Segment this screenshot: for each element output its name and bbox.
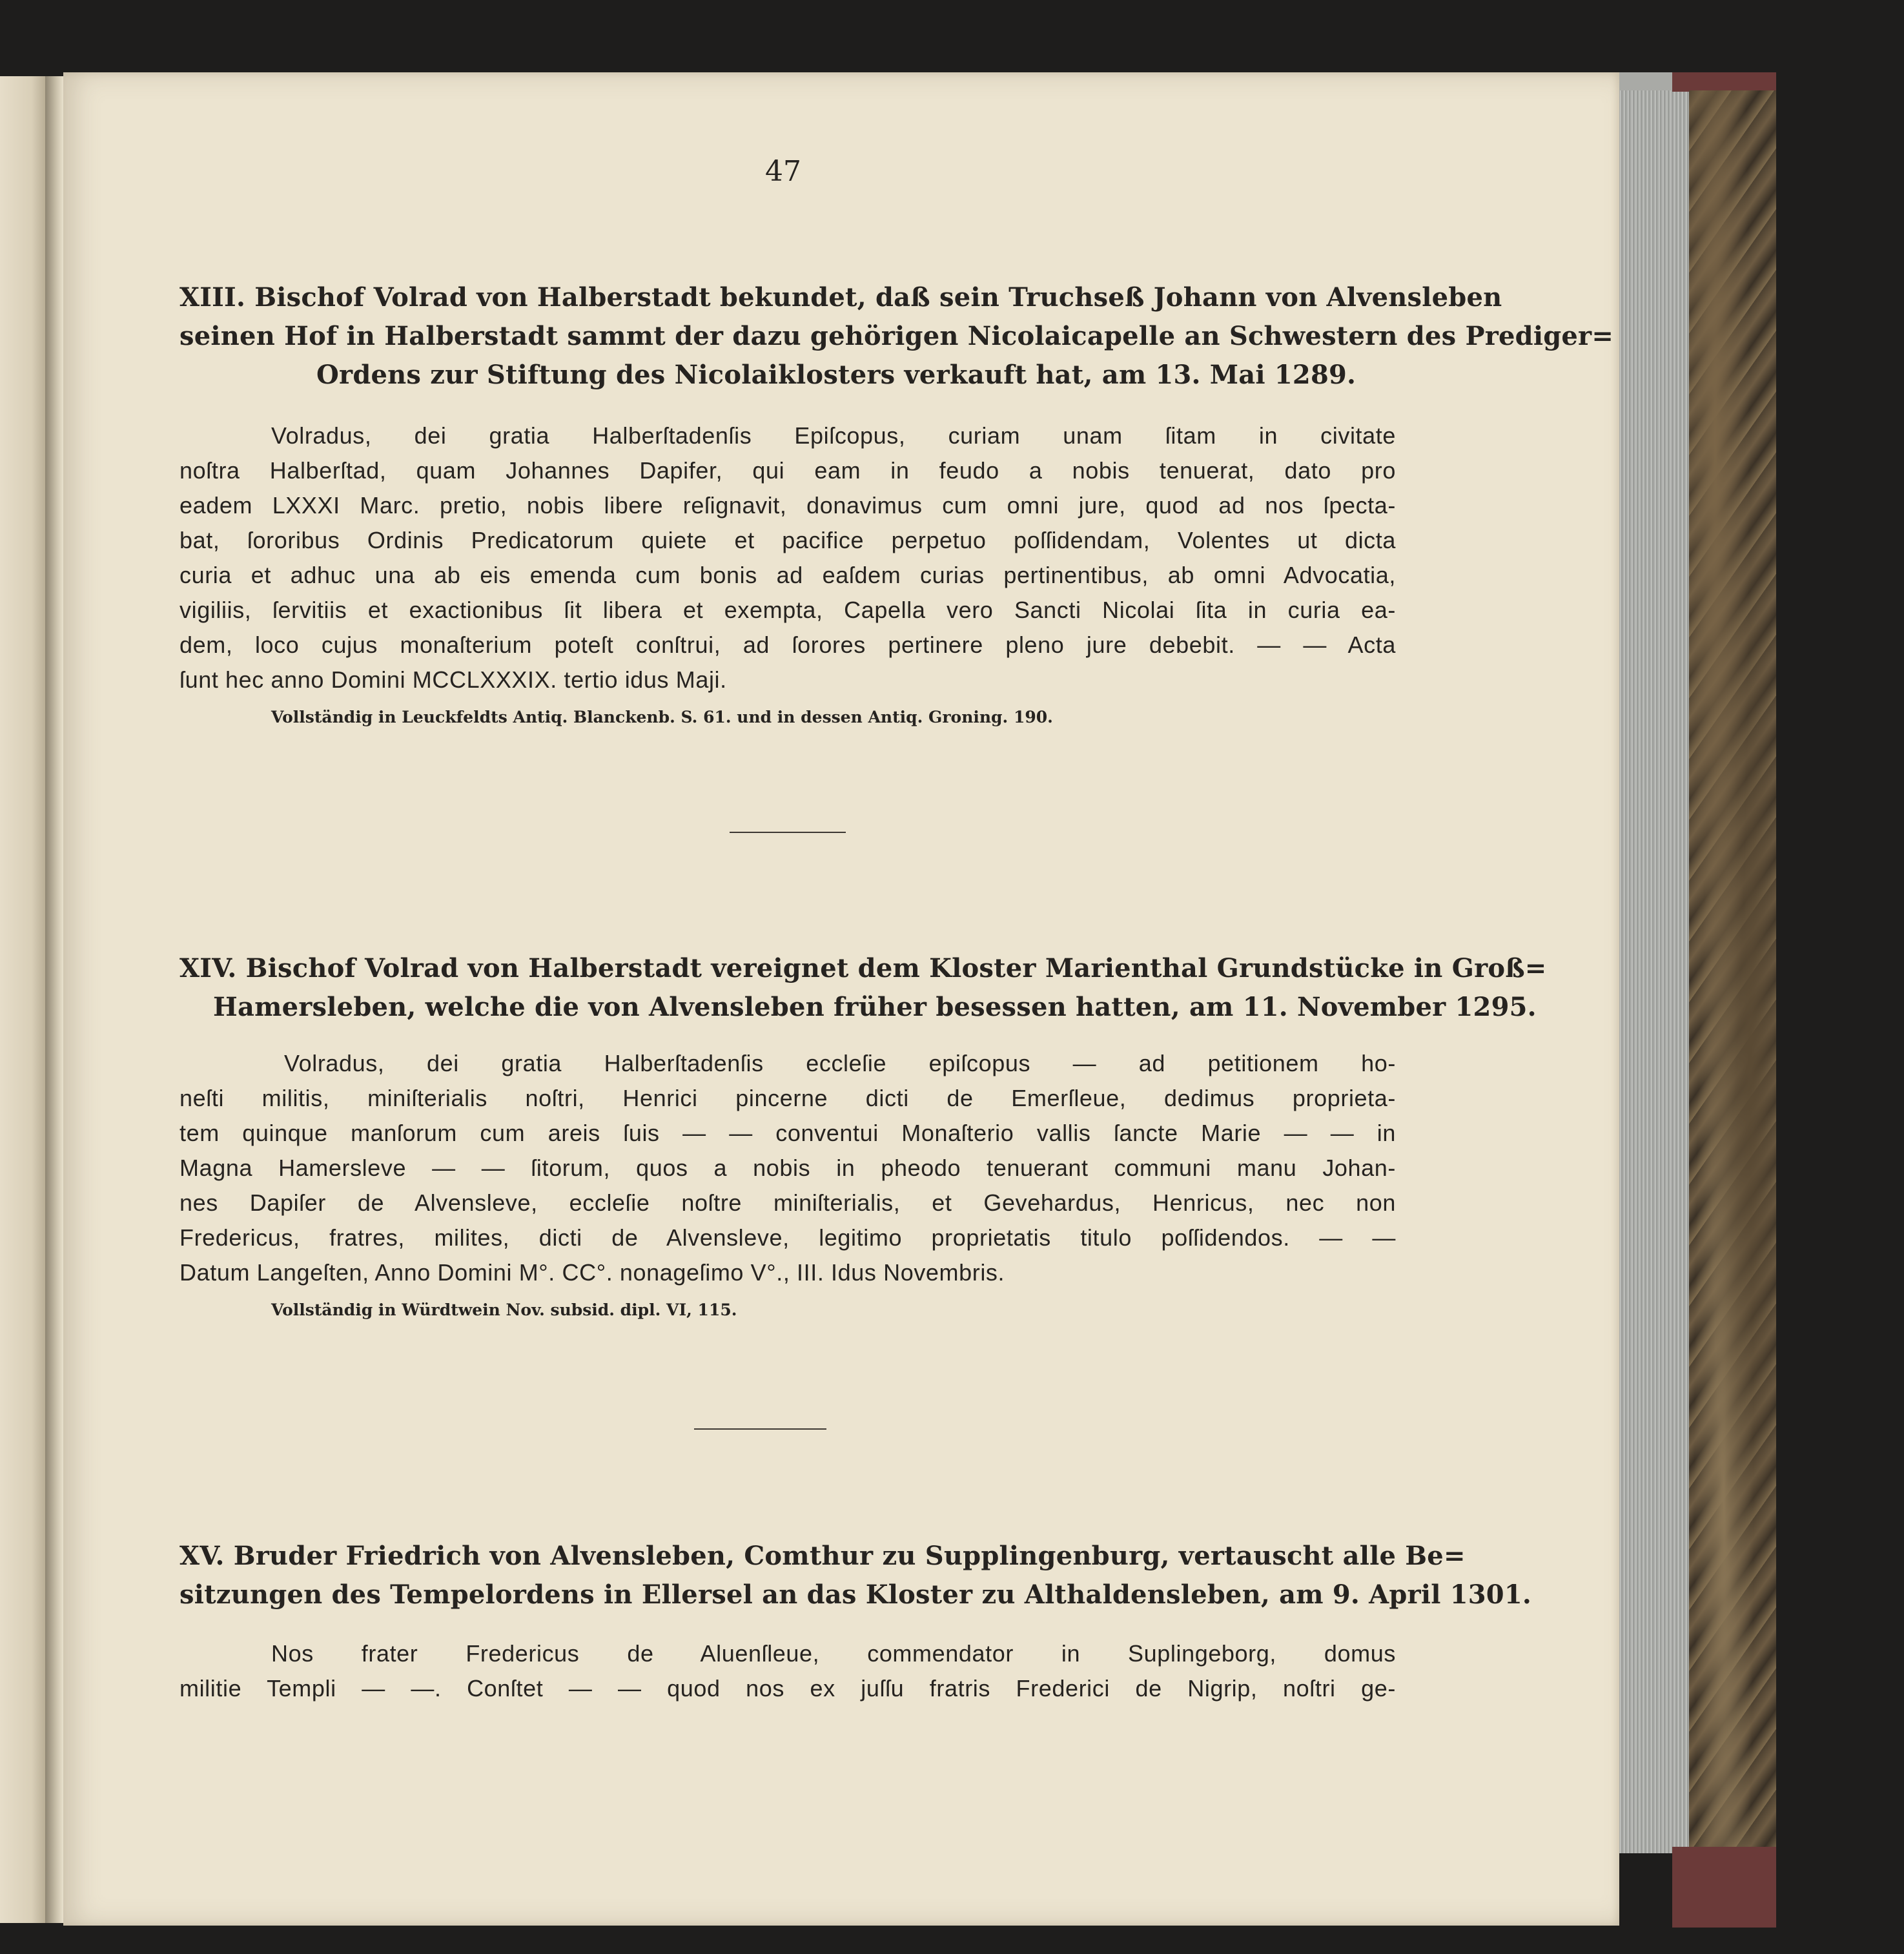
section-divider xyxy=(730,832,846,833)
page-number: 47 xyxy=(765,155,801,188)
body-line: Fredericus, fratres, milites, dicti de Alvensleve, legitimo proprietatis titulo poſſidendos. — — xyxy=(179,1224,1396,1251)
book-gutter xyxy=(45,76,63,1923)
marbled-cover xyxy=(1689,90,1776,1847)
body-line: vigiliis, ſervitiis et exactionibus ſit libera et exempta, Capella vero Sancti Nicolai ſita in curia ea- xyxy=(179,597,1396,623)
body-line: Nos frater Fredericus de Aluenſleue, commendator in Suplingeborg, domus xyxy=(271,1640,1396,1667)
leather-corner-top xyxy=(1672,72,1776,92)
body-line: militie Templi — —. Conſtet — — quod nos ex juſſu fratris Frederici de Nigrip, noſtri ge- xyxy=(179,1675,1396,1702)
section-heading-line: seinen Hof in Halberstadt sammt der dazu gehörigen Nicolaicapelle an Schwestern des Prediger= xyxy=(179,321,1614,351)
body-line: neſti militis, miniſterialis noſtri, Henrici pincerne dicti de Emerſleue, dedimus proprieta- xyxy=(179,1085,1396,1111)
page-block-edges xyxy=(1619,90,1689,1853)
body-line: noſtra Halberſtad, quam Johannes Dapifer, qui eam in feudo a nobis tenuerat, dato pro xyxy=(179,457,1396,484)
body-line: nes Dapiſer de Alvensleve, eccleſie noſtre miniſterialis, et Gevehardus, Henricus, nec non xyxy=(179,1189,1396,1216)
body-line: eadem LXXXI Marc. pretio, nobis libere reſignavit, donavimus cum omni jure, quod ad nos ſpecta- xyxy=(179,492,1396,519)
body-line: Volradus, dei gratia Halberſtadenſis Epiſcopus, curiam unam ſitam in civitate xyxy=(271,422,1396,449)
body-line: dem, loco cujus monaſterium poteſt conſtrui, ad ſorores pertinere pleno jure debebit. — — Acta xyxy=(179,632,1396,658)
section-heading-line: Hamersleben, welche die von Alvensleben früher besessen hatten, am 11. November 1295. xyxy=(213,992,1537,1022)
body-line: Magna Hamersleve — — ſitorum, quos a nobis in pheodo tenuerant communi manu Johan- xyxy=(179,1155,1396,1181)
body-line: tem quinque manſorum cum areis ſuis — — conventui Monaſterio vallis ſancte Marie — — in xyxy=(179,1120,1396,1146)
body-line: ſunt hec anno Domini MCCLXXXIX. tertio idus Maji. xyxy=(179,666,727,693)
section-divider xyxy=(694,1428,826,1430)
facing-page-edge xyxy=(0,76,45,1923)
section-heading-line: XIII. Bischof Volrad von Halberstadt bekundet, daß sein Truchseß Johann von Alvensleben xyxy=(179,282,1502,313)
body-line: Volradus, dei gratia Halberſtadenſis eccleſie epiſcopus — ad petitionem ho- xyxy=(284,1050,1396,1076)
body-line: curia et adhuc una ab eis emenda cum bonis ad eaſdem curias pertinentibus, ab omni Advocatia, xyxy=(179,562,1396,588)
section-heading-line: sitzungen des Tempelordens in Ellersel an das Kloster zu Althaldensleben, am 9. April 1301. xyxy=(179,1579,1532,1610)
source-reference: Vollständig in Leuckfeldts Antiq. Blanckenb. S. 61. und in dessen Antiq. Groning. 190. xyxy=(271,708,1053,726)
body-line: bat, ſororibus Ordinis Predicatorum quiete et pacifice perpetuo poſſidendam, Volentes ut dicta xyxy=(179,527,1396,553)
section-heading-line: XV. Bruder Friedrich von Alvensleben, Comthur zu Supplingenburg, vertauscht alle Be= xyxy=(179,1541,1466,1571)
body-line: Datum Langeſten, Anno Domini M°. CC°. nonageſimo V°., III. Idus Novembris. xyxy=(179,1259,1005,1286)
source-reference: Vollständig in Würdtwein Nov. subsid. dipl. VI, 115. xyxy=(271,1301,737,1319)
section-heading-line: XIV. Bischof Volrad von Halberstadt vereignet dem Kloster Marienthal Grundstücke in Groß= xyxy=(179,953,1547,983)
section-heading-line: Ordens zur Stiftung des Nicolaiklosters verkauft hat, am 13. Mai 1289. xyxy=(316,360,1356,390)
leather-corner-bottom xyxy=(1672,1847,1776,1928)
